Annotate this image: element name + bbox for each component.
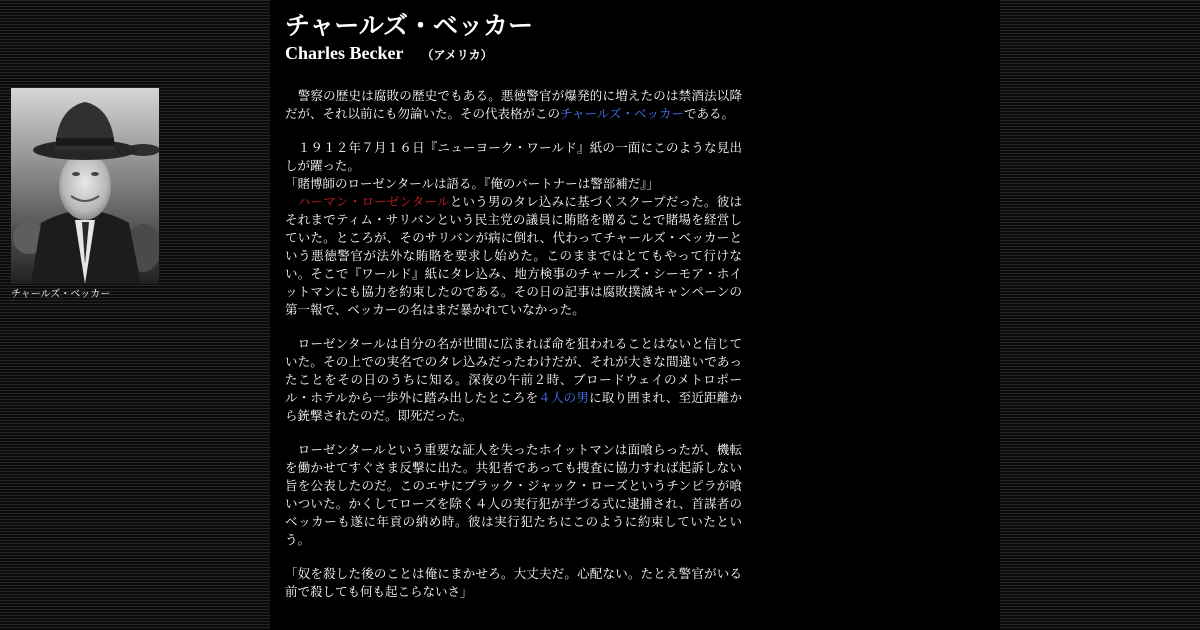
subtitle-row — [285, 41, 493, 65]
english-name: Charles Becker — [285, 43, 404, 63]
herman-rosenthal-link[interactable]: ハーマン・ローゼンタール — [297, 194, 450, 209]
paragraph-2 — [285, 139, 742, 319]
four-men-link[interactable]: ４人の男 — [538, 390, 590, 405]
portrait-photo-image — [11, 88, 159, 284]
paragraph-1-text-b: である。 — [684, 106, 735, 121]
paragraph-1 — [285, 87, 742, 123]
paragraph-5: 「奴を殺した後のことは俺にまかせろ。大丈夫だ。心配ない。たとえ警官がいる前で殺しても何も起こらないさ」 — [285, 566, 742, 599]
paragraph-3-text-b: に取り囲まれ、至近距離から銃撃されたのだ。即死だった。 — [285, 390, 742, 423]
page-title: チャールズ・ベッカー — [285, 11, 534, 40]
paragraph-2-indent — [285, 194, 298, 209]
paragraph-3 — [285, 335, 742, 425]
paragraph-3-text-a: ローゼンタールは自分の名が世間に広まれば命を狙われることはないと信じていた。その上での実名でのタレ込みだったわけだが、それが大きな間違いであったことをその日のうちに知る。深夜の午前２時、ブロードウェイのメトロポール・ホテルから一歩外に踏み出したところを — [285, 336, 742, 405]
photo-caption: チャールズ・ベッカー — [11, 289, 111, 300]
country-label: （アメリカ） — [421, 48, 493, 62]
charles-becker-link[interactable]: チャールズ・ベッカー — [560, 106, 685, 121]
portrait-photo — [11, 88, 159, 284]
paragraph-2-text: という男のタレ込みに基づくスクープだった。彼はそれまでティム・サリバンという民主党の議員に賄賂を贈ることで賭場を経営していた。ところが、そのサリバンが病に倒れ、代わってチャールズ・ベッカーという悪徳警官が法外な賄賂を要求し始めた。このままではとてもやって行けない。そこで『ワールド』紙にタレ込み、地方検事のチャールズ・シーモア・ホイットマンにも協力を約束したのである。その日の記事は腐敗撲滅キャンペーンの第一報で、ベッカーの名はまだ暴かれていなかった。 — [285, 194, 742, 317]
article-panel — [270, 0, 1000, 630]
paragraph-2-line-1: １９１２年７月１６日『ニューヨーク・ワールド』紙の一面にこのような見出しが躍った。 — [285, 140, 742, 173]
paragraph-1-text-a: 警察の歴史は腐敗の歴史でもある。悪徳警官が爆発的に増えたのは禁酒法以降だが、それ以前にも勿論いた。その代表格がこの — [285, 88, 742, 121]
paragraph-4: ローゼンタールという重要な証人を失ったホイットマンは面喰らったが、機転を働かせてすぐさま反撃に出た。共犯者であっても捜査に協力すれば起訴しない旨を公表したのだ。このエサにブラック・ジャック・ローズというチンピラが喰いついた。かくしてローズを除く４人の実行犯が芋づる式に逮捕され、首謀者のベッカーも遂に年貢の納め時。彼は実行犯たちにこのように約束していたという。 — [285, 442, 742, 547]
article-body — [285, 87, 742, 617]
paragraph-2-line-2: 「賭博師のローゼンタールは語る。『俺のパートナーは警部補だ』」 — [285, 176, 660, 191]
